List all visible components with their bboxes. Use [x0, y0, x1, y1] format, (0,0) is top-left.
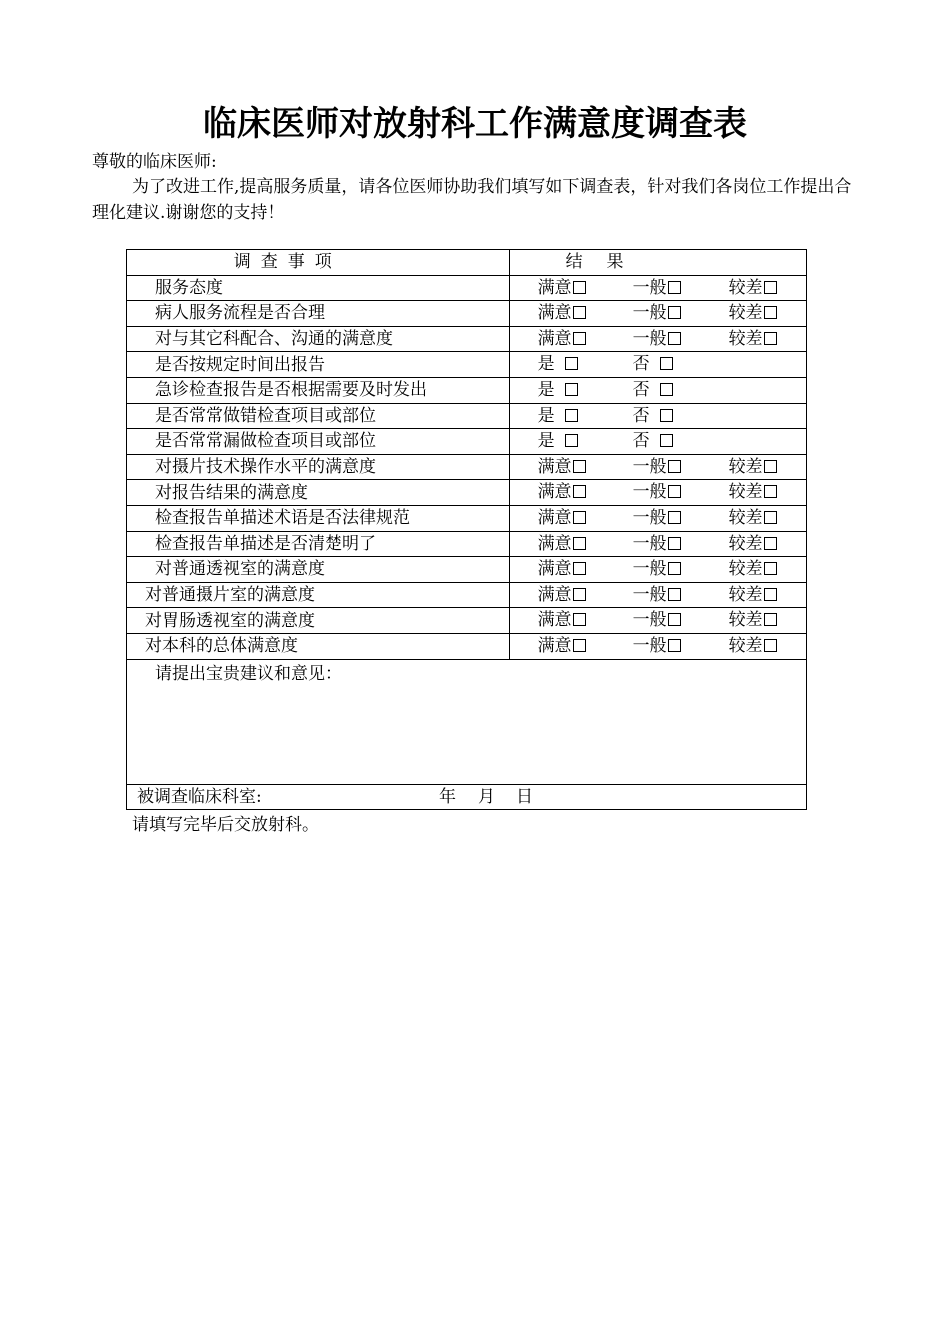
checkbox-icon[interactable] — [668, 306, 681, 319]
option-label: 一般 — [632, 328, 667, 349]
page-title: 临床医师对放射科工作满意度调查表 — [203, 104, 747, 144]
table-row — [127, 531, 807, 557]
option-choice[interactable] — [633, 352, 673, 376]
checkbox-icon[interactable] — [660, 409, 673, 422]
table-row — [127, 557, 807, 583]
table-row — [127, 633, 807, 659]
option-choice[interactable] — [729, 276, 777, 300]
option-choice[interactable] — [538, 429, 578, 453]
date-year-label: 年 — [439, 786, 456, 807]
checkbox-icon[interactable] — [764, 485, 777, 498]
option-choice[interactable] — [633, 378, 673, 402]
option-label: 满意 — [537, 303, 572, 324]
survey-item-label: 急诊检查报告是否根据需要及时发出 — [127, 377, 510, 403]
survey-options — [509, 454, 806, 480]
option-label: 一般 — [632, 610, 667, 631]
suggestions-field[interactable] — [127, 659, 807, 784]
survey-options — [509, 275, 806, 301]
checkbox-icon[interactable] — [764, 511, 777, 524]
table-row — [127, 608, 807, 634]
checkbox-icon[interactable] — [764, 306, 777, 319]
option-choice[interactable] — [538, 378, 578, 402]
survey-item-label: 对报告结果的满意度 — [127, 480, 510, 506]
option-choice[interactable] — [633, 327, 681, 351]
survey-item-label: 检查报告单描述术语是否法律规范 — [127, 505, 510, 531]
option-choice[interactable] — [729, 583, 777, 607]
submission-note: 请填写完毕后交放射科。 — [132, 815, 319, 835]
checkbox-icon[interactable] — [573, 613, 586, 626]
survey-item-label: 对胃肠透视室的满意度 — [127, 608, 510, 634]
option-choice[interactable] — [538, 301, 586, 325]
option-label: 较差 — [728, 277, 763, 298]
option-label: 较差 — [728, 328, 763, 349]
checkbox-icon[interactable] — [565, 409, 578, 422]
option-label: 较差 — [728, 533, 763, 554]
option-choice[interactable] — [538, 634, 586, 658]
checkbox-icon[interactable] — [764, 562, 777, 575]
option-choice[interactable] — [538, 352, 578, 376]
checkbox-icon[interactable] — [764, 281, 777, 294]
option-label: 一般 — [632, 584, 667, 605]
option-choice[interactable] — [633, 506, 681, 530]
option-choice[interactable] — [729, 301, 777, 325]
option-label: 较差 — [728, 635, 763, 656]
option-label: 满意 — [537, 533, 572, 554]
checkbox-icon[interactable] — [764, 332, 777, 345]
date-month-label: 月 — [478, 786, 495, 807]
option-label: 满意 — [537, 277, 572, 298]
option-label: 满意 — [537, 584, 572, 605]
option-label: 满意 — [537, 559, 572, 580]
option-label: 满意 — [537, 328, 572, 349]
survey-item-label: 服务态度 — [127, 275, 510, 301]
header-item: 调查事项 — [127, 250, 510, 276]
option-choice[interactable] — [538, 327, 586, 351]
suggestions-label: 请提出宝贵建议和意见： — [155, 663, 342, 684]
checkbox-icon[interactable] — [764, 537, 777, 550]
checkbox-icon[interactable] — [573, 332, 586, 345]
option-choice[interactable] — [538, 480, 586, 504]
department-label: 被调查临床科室: — [137, 786, 262, 807]
option-label: 否 — [632, 431, 650, 452]
survey-options — [509, 301, 806, 327]
option-label: 较差 — [728, 610, 763, 631]
checkbox-icon[interactable] — [573, 588, 586, 601]
option-choice[interactable] — [729, 506, 777, 530]
option-choice[interactable] — [729, 532, 777, 556]
option-label: 较差 — [728, 584, 763, 605]
checkbox-icon[interactable] — [573, 562, 586, 575]
table-row — [127, 326, 807, 352]
option-label: 一般 — [632, 507, 667, 528]
option-label: 较差 — [728, 456, 763, 477]
survey-options — [509, 326, 806, 352]
date-day-label: 日 — [516, 786, 533, 807]
option-label: 满意 — [537, 507, 572, 528]
option-choice[interactable] — [729, 480, 777, 504]
checkbox-icon[interactable] — [668, 588, 681, 601]
checkbox-icon[interactable] — [668, 639, 681, 652]
option-choice[interactable] — [538, 557, 586, 581]
option-label: 是 — [537, 354, 555, 375]
option-choice[interactable] — [729, 557, 777, 581]
table-row — [127, 582, 807, 608]
table-row — [127, 454, 807, 480]
checkbox-icon[interactable] — [668, 537, 681, 550]
option-choice[interactable] — [729, 455, 777, 479]
checkbox-icon[interactable] — [660, 434, 673, 447]
table-row — [127, 377, 807, 403]
salutation: 尊敬的临床医师: — [92, 152, 217, 172]
option-choice[interactable] — [633, 634, 681, 658]
survey-options — [509, 480, 806, 506]
option-choice[interactable] — [538, 583, 586, 607]
checkbox-icon[interactable] — [764, 588, 777, 601]
department-date-field[interactable] — [127, 784, 807, 809]
option-label: 否 — [632, 354, 650, 375]
survey-options — [509, 531, 806, 557]
survey-options — [509, 352, 806, 378]
option-label: 满意 — [537, 482, 572, 503]
checkbox-icon[interactable] — [573, 537, 586, 550]
suggestions-row — [127, 659, 807, 784]
option-choice[interactable] — [538, 455, 586, 479]
checkbox-icon[interactable] — [573, 639, 586, 652]
option-label: 较差 — [728, 482, 763, 503]
checkbox-icon[interactable] — [565, 434, 578, 447]
table-row — [127, 301, 807, 327]
option-label: 较差 — [728, 303, 763, 324]
option-label: 满意 — [537, 635, 572, 656]
option-label: 一般 — [632, 277, 667, 298]
survey-item-label: 是否常常漏做检查项目或部位 — [127, 429, 510, 455]
option-label: 是 — [537, 405, 555, 426]
checkbox-icon[interactable] — [764, 460, 777, 473]
survey-item-label: 对摄片技术操作水平的满意度 — [127, 454, 510, 480]
survey-options — [509, 633, 806, 659]
option-choice[interactable] — [538, 276, 586, 300]
survey-table-body — [127, 250, 807, 810]
survey-item-label: 对普通透视室的满意度 — [127, 557, 510, 583]
survey-item-label: 是否按规定时间出报告 — [127, 352, 510, 378]
option-label: 一般 — [632, 482, 667, 503]
survey-item-label: 对本科的总体满意度 — [127, 633, 510, 659]
survey-options — [509, 377, 806, 403]
option-label: 一般 — [632, 456, 667, 477]
intro-paragraph: 为了改进工作,提高服务质量，请各位医师协助我们填写如下调查表，针对我们各岗位工作提出合理化建议.谢谢您的支持！ — [92, 177, 852, 223]
option-choice[interactable] — [633, 532, 681, 556]
checkbox-icon[interactable] — [668, 511, 681, 524]
option-label: 较差 — [728, 507, 763, 528]
option-label: 满意 — [537, 610, 572, 631]
checkbox-icon[interactable] — [573, 460, 586, 473]
option-choice[interactable] — [538, 404, 578, 428]
option-choice[interactable] — [633, 480, 681, 504]
table-row — [127, 429, 807, 455]
checkbox-icon[interactable] — [573, 485, 586, 498]
survey-item-label: 检查报告单描述是否清楚明了 — [127, 531, 510, 557]
checkbox-icon[interactable] — [573, 511, 586, 524]
option-label: 是 — [537, 431, 555, 452]
option-label: 满意 — [537, 456, 572, 477]
option-label: 否 — [632, 379, 650, 400]
survey-options — [509, 557, 806, 583]
option-choice[interactable] — [729, 608, 777, 632]
option-choice[interactable] — [729, 327, 777, 351]
survey-options — [509, 582, 806, 608]
checkbox-icon[interactable] — [660, 383, 673, 396]
checkbox-icon[interactable] — [668, 562, 681, 575]
checkbox-icon[interactable] — [573, 281, 586, 294]
option-choice[interactable] — [538, 532, 586, 556]
checkbox-icon[interactable] — [668, 332, 681, 345]
checkbox-icon[interactable] — [668, 460, 681, 473]
checkbox-icon[interactable] — [573, 306, 586, 319]
survey-options — [509, 403, 806, 429]
option-choice[interactable] — [633, 557, 681, 581]
survey-table — [126, 249, 807, 810]
option-choice[interactable] — [633, 455, 681, 479]
option-choice[interactable] — [633, 608, 681, 632]
checkbox-icon[interactable] — [668, 485, 681, 498]
table-row — [127, 403, 807, 429]
survey-options — [509, 608, 806, 634]
survey-item-label: 病人服务流程是否合理 — [127, 301, 510, 327]
table-row — [127, 480, 807, 506]
survey-options — [509, 429, 806, 455]
option-choice[interactable] — [633, 276, 681, 300]
survey-options — [509, 505, 806, 531]
option-label: 一般 — [632, 559, 667, 580]
survey-item-label: 是否常常做错检查项目或部位 — [127, 403, 510, 429]
option-choice[interactable] — [538, 506, 586, 530]
option-choice[interactable] — [633, 429, 673, 453]
checkbox-icon[interactable] — [668, 613, 681, 626]
option-choice[interactable] — [729, 634, 777, 658]
checkbox-icon[interactable] — [565, 383, 578, 396]
option-label: 较差 — [728, 559, 763, 580]
survey-item-label: 对与其它科配合、沟通的满意度 — [127, 326, 510, 352]
option-choice[interactable] — [633, 583, 681, 607]
table-row — [127, 505, 807, 531]
footer-row — [127, 784, 807, 809]
option-label: 一般 — [632, 303, 667, 324]
checkbox-icon[interactable] — [565, 357, 578, 370]
checkbox-icon[interactable] — [660, 357, 673, 370]
table-row — [127, 352, 807, 378]
checkbox-icon[interactable] — [764, 639, 777, 652]
option-choice[interactable] — [633, 404, 673, 428]
survey-item-label: 对普通摄片室的满意度 — [127, 582, 510, 608]
header-result: 结果 — [509, 250, 806, 276]
option-label: 一般 — [632, 635, 667, 656]
checkbox-icon[interactable] — [764, 613, 777, 626]
option-label: 否 — [632, 405, 650, 426]
option-choice[interactable] — [633, 301, 681, 325]
option-label: 一般 — [632, 533, 667, 554]
option-choice[interactable] — [538, 608, 586, 632]
checkbox-icon[interactable] — [668, 281, 681, 294]
option-label: 是 — [537, 379, 555, 400]
table-row — [127, 275, 807, 301]
table-header-row — [127, 250, 807, 276]
